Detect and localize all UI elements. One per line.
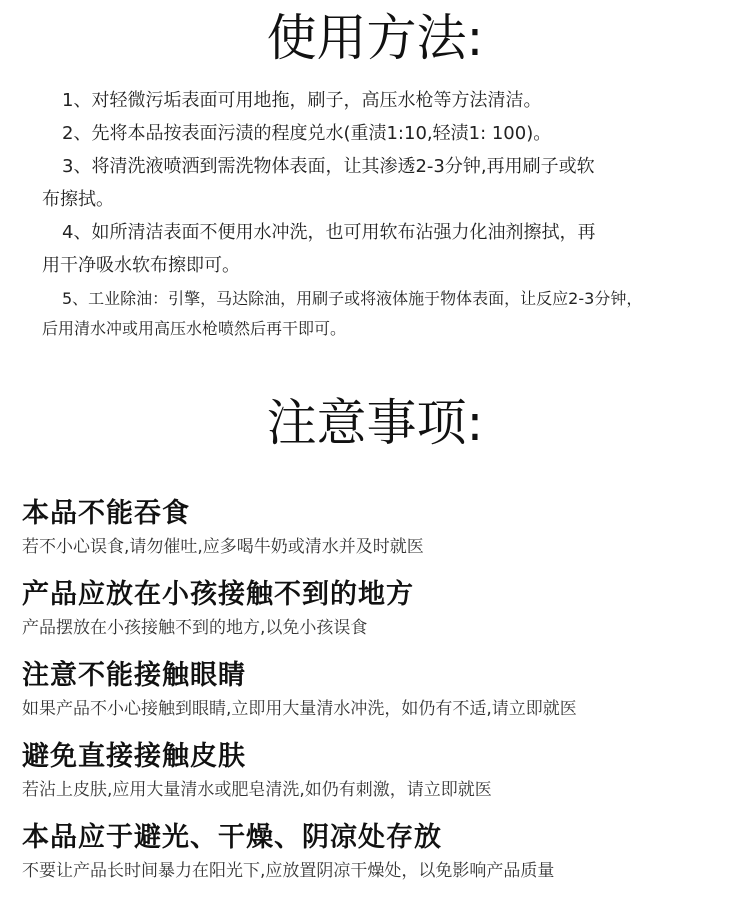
note-item-avoid-eyes [22, 656, 737, 737]
notes-section-title: 注意事项: [266, 394, 484, 452]
usage-step-4 [42, 216, 732, 282]
note-item-no-swallow [22, 494, 737, 575]
note-heading: 产品应放在小孩接触不到的地方 [22, 579, 414, 610]
usage-step-5-text: 5、工业除油：引擎，马达除油，用刷子或将液体施于物体表面，让反应2-3分钟， [62, 289, 643, 308]
note-body: 若沾上皮肤,应用大量清水或肥皂清洗,如仍有刺激，请立即就医 [22, 780, 492, 800]
note-item-avoid-skin [22, 737, 737, 818]
usage-step-2 [62, 117, 732, 150]
note-body: 若不小心误食,请勿催吐,应多喝牛奶或清水并及时就医 [22, 537, 424, 557]
note-item-keep-from-children [22, 575, 737, 656]
note-heading: 本品不能吞食 [22, 498, 190, 529]
note-heading: 避免直接接触皮肤 [22, 741, 246, 772]
note-body: 不要让产品长时间暴力在阳光下,应放置阴凉干燥处，以免影响产品质量 [22, 861, 555, 881]
note-heading: 本品应于避光、干燥、阴凉处存放 [22, 822, 442, 853]
usage-step-1-text: 1、对轻微污垢表面可用地拖，刷子，高压水枪等方法清洁。 [62, 90, 542, 111]
usage-step-3 [42, 150, 732, 216]
note-body: 如果产品不小心接触到眼睛,立即用大量清水冲洗，如仍有不适,请立即就医 [22, 699, 577, 719]
note-heading: 注意不能接触眼睛 [22, 660, 246, 691]
usage-step-3-text: 3、将清洗液喷洒到需洗物体表面，让其渗透2-3分钟,再用刷子或软 [62, 156, 595, 177]
usage-step-1 [62, 84, 732, 117]
usage-step-2-text: 2、先将本品按表面污渍的程度兑水(重渍1:10,轻渍1: 100)。 [62, 123, 552, 144]
usage-steps-list [42, 84, 732, 344]
usage-step-4-continuation: 用干净吸水软布擦即可。 [42, 255, 240, 276]
note-item-storage [22, 818, 737, 899]
usage-step-5-continuation: 后用清水冲或用高压水枪喷然后再干即可。 [42, 319, 347, 338]
notes-list [22, 494, 737, 899]
usage-step-4-text: 4、如所清洁表面不便用水冲洗，也可用软布沾强力化油剂擦拭，再 [62, 222, 596, 243]
note-body: 产品摆放在小孩接触不到的地方,以免小孩误食 [22, 618, 368, 638]
usage-section-title: 使用方法: [266, 9, 484, 67]
usage-step-5 [42, 284, 732, 344]
usage-step-3-continuation: 布擦拭。 [42, 189, 114, 210]
